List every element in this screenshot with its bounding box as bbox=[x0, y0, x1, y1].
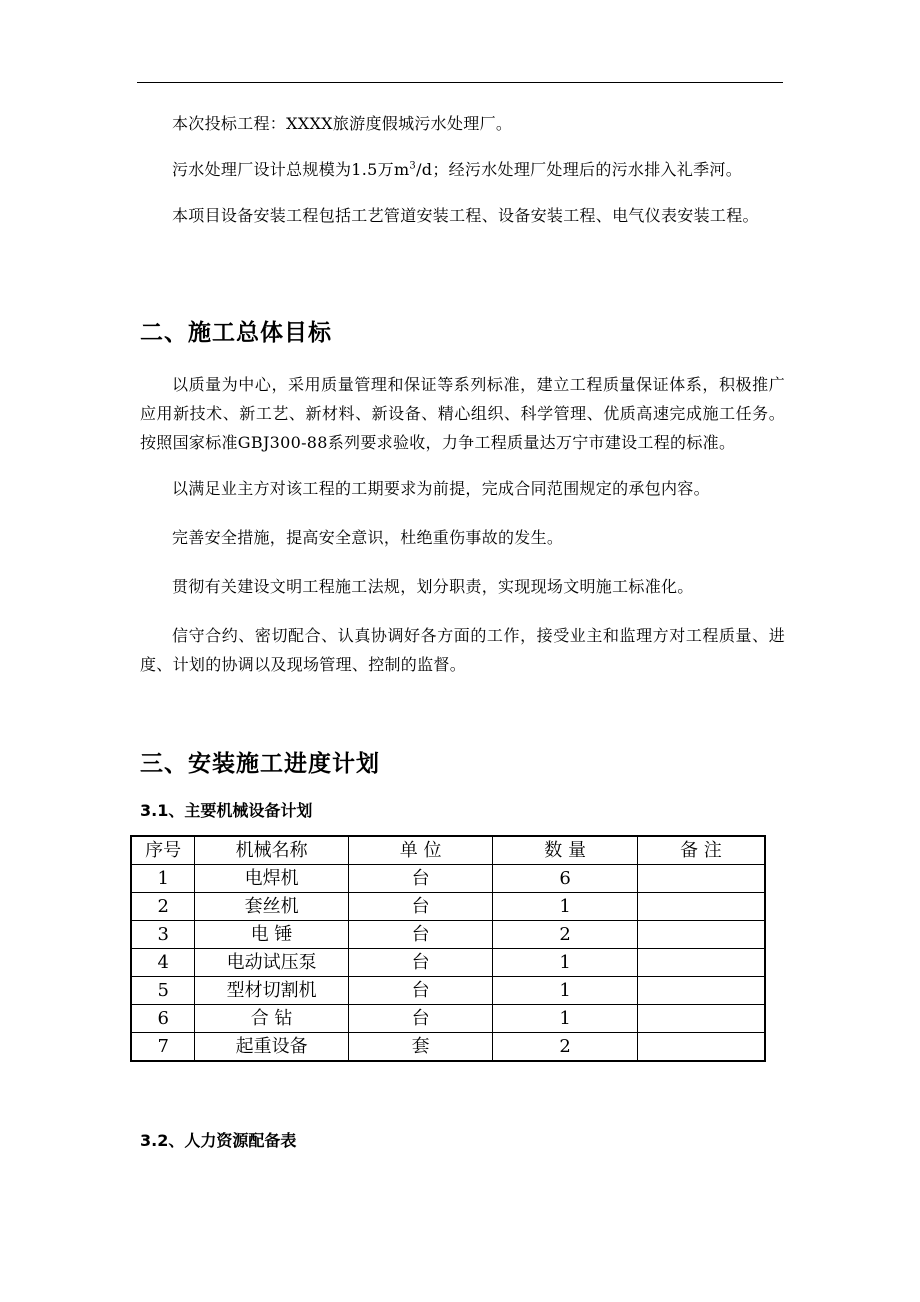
intro-paragraph-1: 本次投标工程：XXXX旅游度假城污水处理厂。 bbox=[172, 114, 513, 133]
table-row bbox=[131, 893, 765, 921]
intro-paragraph-3: 本项目设备安装工程包括工艺管道安装工程、设备安装工程、电气仪表安装工程。 bbox=[172, 206, 759, 225]
table-row bbox=[131, 921, 765, 949]
cell-name: 合 钻 bbox=[195, 1005, 349, 1033]
subsection-3-2-title: 3.2、人力资源配备表 bbox=[140, 1131, 297, 1150]
subsection-3-1-title: 3.1、主要机械设备计划 bbox=[140, 801, 313, 820]
cell-unit: 台 bbox=[348, 949, 493, 977]
cell-unit: 台 bbox=[348, 1005, 493, 1033]
cell-index: 1 bbox=[131, 865, 195, 893]
intro-paragraph-2 bbox=[140, 155, 785, 184]
cell-name: 电焊机 bbox=[195, 865, 349, 893]
table-row bbox=[131, 1033, 765, 1062]
table-row bbox=[131, 949, 765, 977]
section-2-body bbox=[140, 370, 785, 696]
cell-quantity: 1 bbox=[493, 1005, 638, 1033]
cell-remark bbox=[637, 865, 765, 893]
header-remark: 备 注 bbox=[637, 836, 765, 865]
cell-name: 型材切割机 bbox=[195, 977, 349, 1005]
goal-paragraph-2: 以满足业主方对该工程的工期要求为前提，完成合同范围规定的承包内容。 bbox=[172, 479, 710, 498]
cell-index: 4 bbox=[131, 949, 195, 977]
header-rule bbox=[137, 82, 783, 83]
cell-remark bbox=[637, 1033, 765, 1062]
cell-quantity: 2 bbox=[493, 921, 638, 949]
cell-quantity: 1 bbox=[493, 977, 638, 1005]
section-3-title: 三、安装施工进度计划 bbox=[140, 751, 380, 777]
equipment-table bbox=[130, 835, 766, 1062]
cell-quantity: 1 bbox=[493, 949, 638, 977]
cell-remark bbox=[637, 1005, 765, 1033]
cell-quantity: 1 bbox=[493, 893, 638, 921]
cell-remark bbox=[637, 893, 765, 921]
cell-quantity: 6 bbox=[493, 865, 638, 893]
cell-unit: 台 bbox=[348, 865, 493, 893]
cell-remark bbox=[637, 977, 765, 1005]
cell-remark bbox=[637, 949, 765, 977]
table-row bbox=[131, 977, 765, 1005]
cell-name: 电动试压泵 bbox=[195, 949, 349, 977]
header-index: 序号 bbox=[131, 836, 195, 865]
goal-paragraph-3: 完善安全措施，提高安全意识，杜绝重伤事故的发生。 bbox=[172, 528, 564, 547]
scale-text: 污水处理厂设计总规模为1.5万m bbox=[172, 160, 410, 179]
header-name: 机械名称 bbox=[195, 836, 349, 865]
cell-remark bbox=[637, 921, 765, 949]
cell-name: 电 锤 bbox=[195, 921, 349, 949]
header-quantity: 数 量 bbox=[493, 836, 638, 865]
cell-index: 2 bbox=[131, 893, 195, 921]
cell-index: 5 bbox=[131, 977, 195, 1005]
cell-quantity: 2 bbox=[493, 1033, 638, 1062]
cell-unit: 台 bbox=[348, 977, 493, 1005]
scale-superscript: 3 bbox=[409, 160, 417, 172]
cell-index: 7 bbox=[131, 1033, 195, 1062]
cell-unit: 套 bbox=[348, 1033, 493, 1062]
cell-unit: 台 bbox=[348, 893, 493, 921]
table-row bbox=[131, 865, 765, 893]
goal-paragraph-1: 以质量为中心，采用质量管理和保证等系列标准，建立工程质量保证体系，积极推广应用新技术、新工艺、新材料、新设备、精心组织、科学管理、优质高速完成施工任务。按照国家标准GBJ300-88系列要求验收，力争工程质量达万宁市建设工程的标准。 bbox=[140, 375, 785, 452]
scale-tail: /d；经污水处理厂处理后的污水排入礼季河。 bbox=[416, 160, 743, 179]
table-row bbox=[131, 1005, 765, 1033]
cell-name: 起重设备 bbox=[195, 1033, 349, 1062]
cell-name: 套丝机 bbox=[195, 893, 349, 921]
section-2-title: 二、施工总体目标 bbox=[140, 320, 332, 346]
cell-index: 3 bbox=[131, 921, 195, 949]
goal-paragraph-4: 贯彻有关建设文明工程施工法规，划分职责，实现现场文明施工标准化。 bbox=[172, 577, 694, 596]
intro-block bbox=[140, 109, 785, 247]
header-unit: 单 位 bbox=[348, 836, 493, 865]
cell-index: 6 bbox=[131, 1005, 195, 1033]
table-header-row bbox=[131, 836, 765, 865]
cell-unit: 台 bbox=[348, 921, 493, 949]
goal-paragraph-5: 信守合约、密切配合、认真协调好各方面的工作，接受业主和监理方对工程质量、进度、计划的协调以及现场管理、控制的监督。 bbox=[140, 626, 785, 674]
